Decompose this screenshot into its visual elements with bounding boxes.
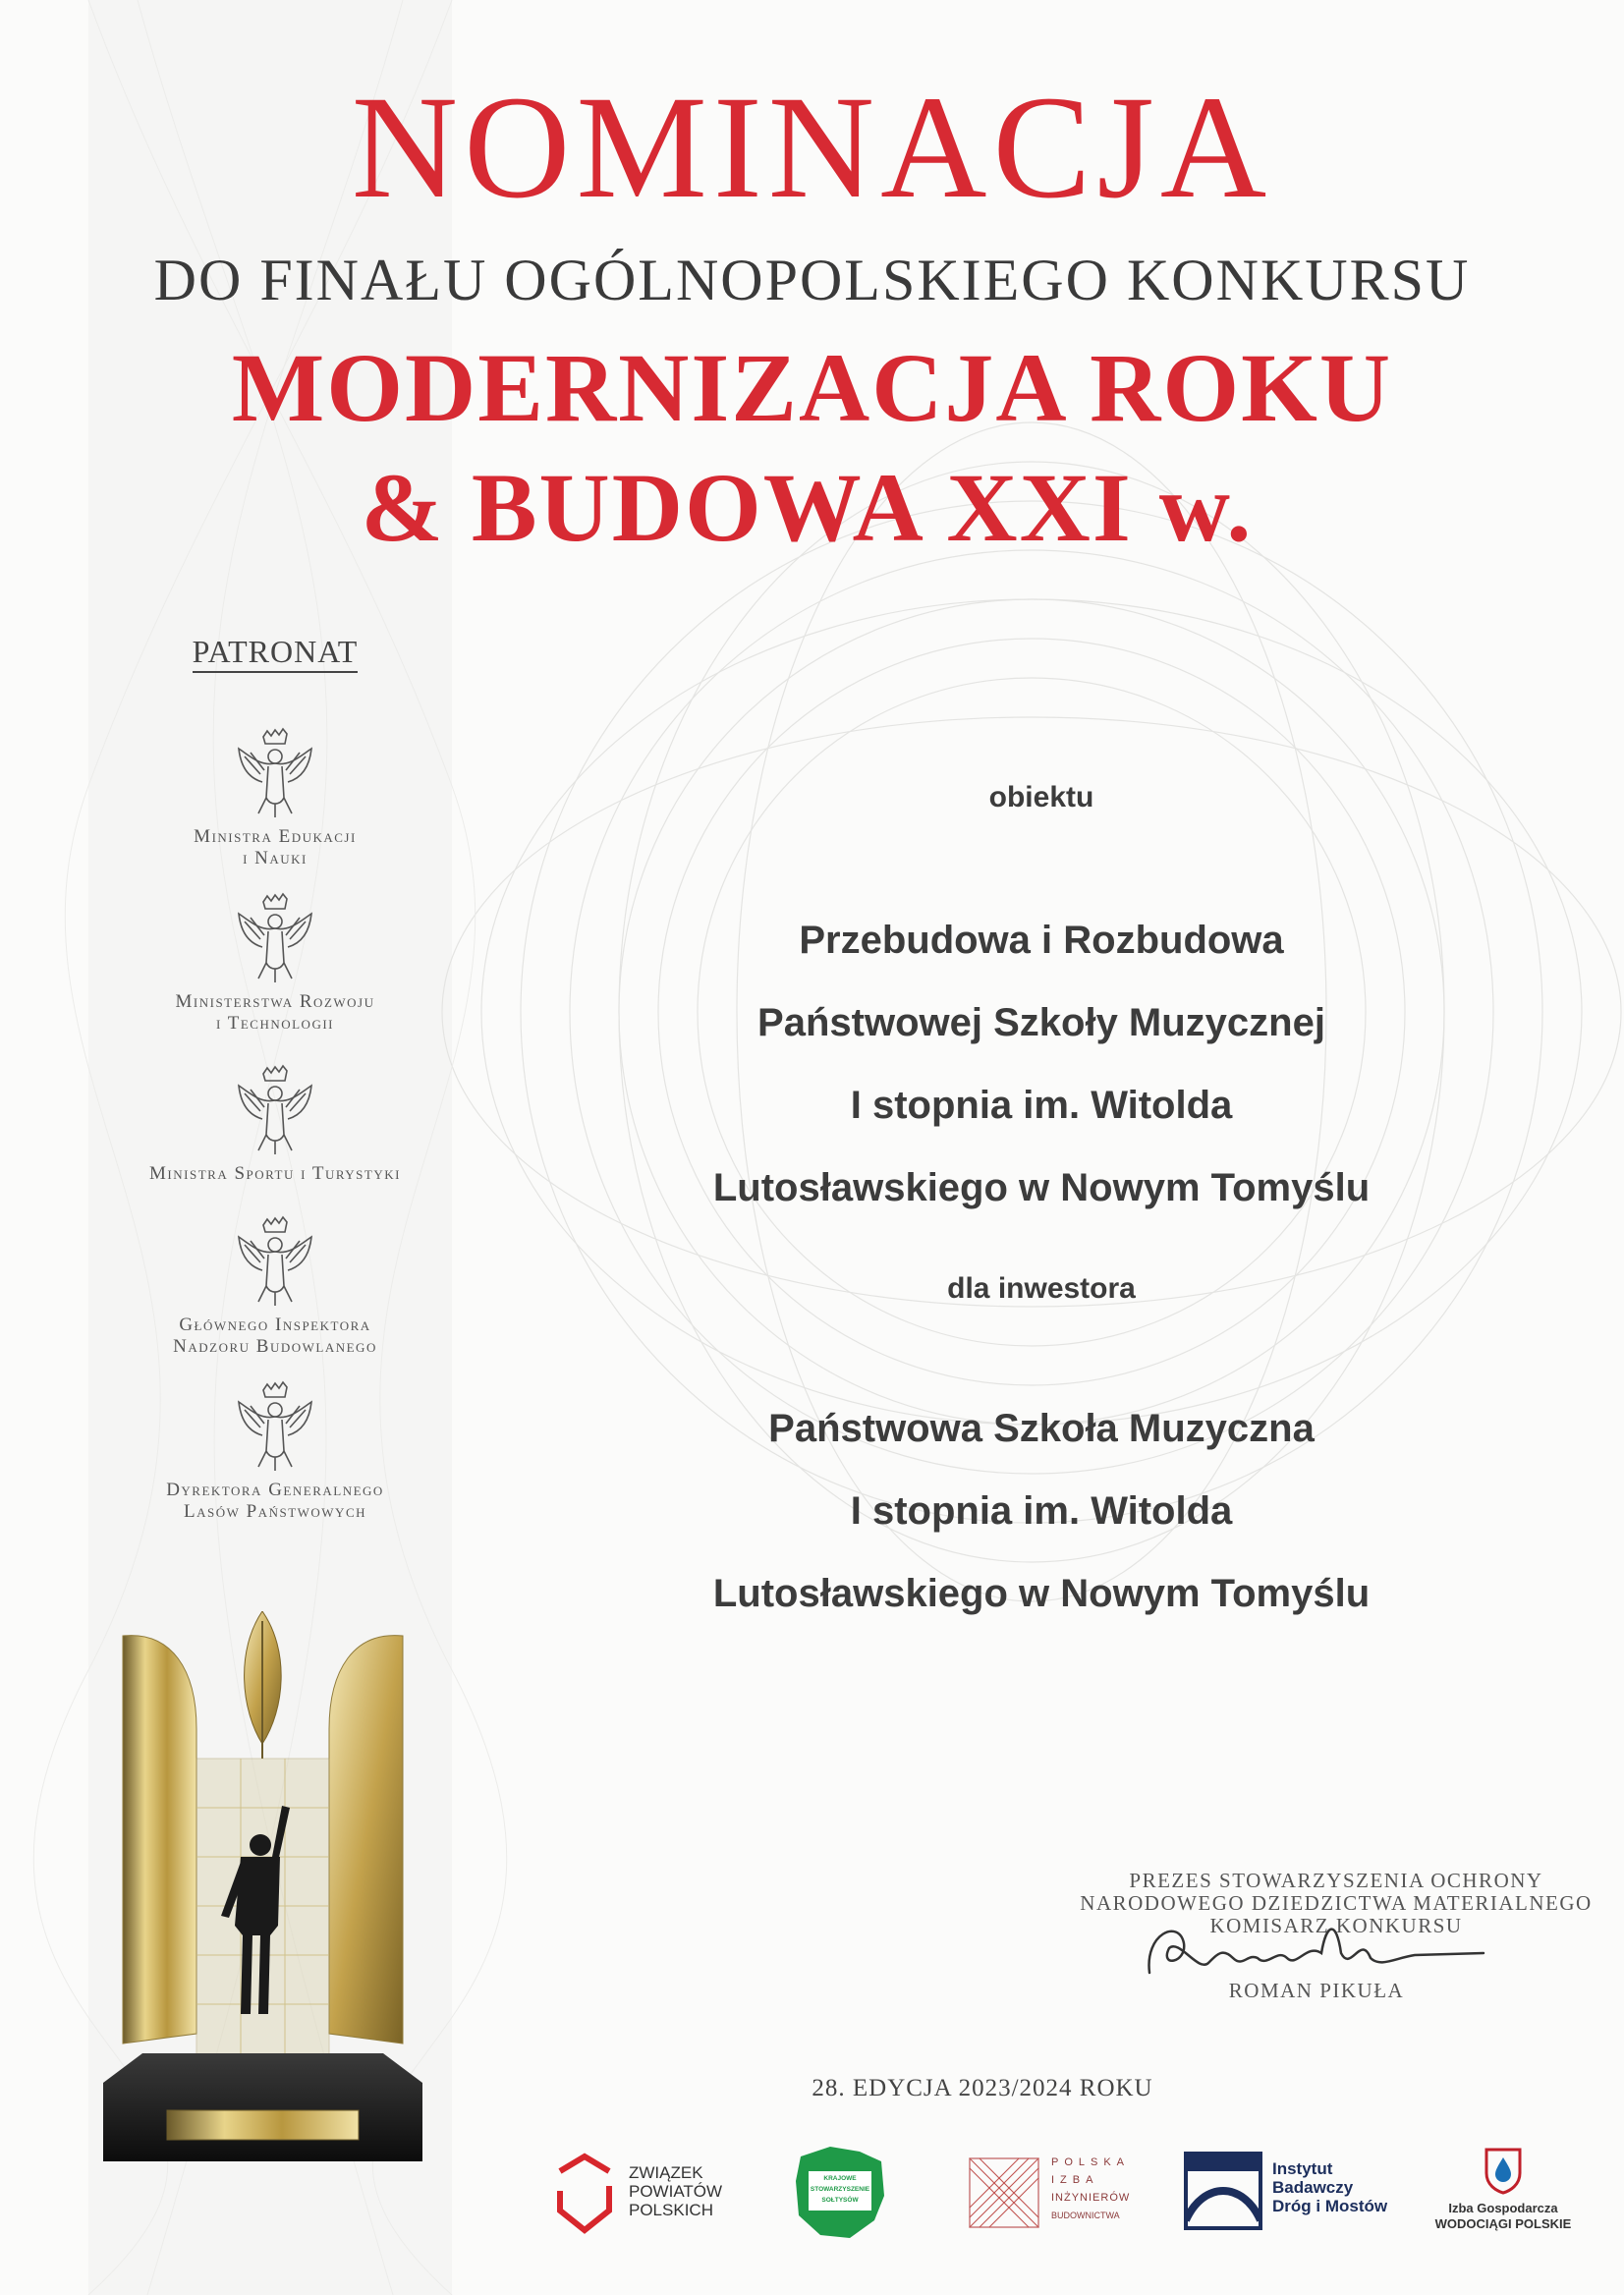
signatory-name: ROMAN PIKUŁA (1228, 1979, 1405, 2002)
patron-name-line1: Ministerstwa Rozwoju (175, 991, 375, 1012)
patron-name (123, 1315, 427, 1358)
contest-name-line2: & BUDOWA XXI w. (361, 453, 1254, 562)
signatory-title-line: PREZES STOWARZYSZENIA OCHRONY (1129, 1869, 1543, 1892)
polish-eagle-emblem-icon (231, 1064, 319, 1157)
patron-name-line1: Dyrektora Generalnego (166, 1480, 384, 1500)
contest-name-line1: MODERNIZACJA ROKU (231, 333, 1393, 442)
polish-eagle-emblem-icon (231, 1380, 319, 1474)
piib-logo-line: IZBA (1051, 2174, 1099, 2186)
patron-name (123, 991, 427, 1035)
zpp-logo-text (629, 2163, 722, 2219)
zpp-logo-line: ZWIĄZEK (629, 2163, 703, 2182)
patron-name (123, 1163, 427, 1185)
piib-logo (968, 2142, 1145, 2250)
object-name-line: Lutosławskiego w Nowym Tomyślu (712, 1166, 1371, 1209)
investor-name-line: Państwowa Szkoła Muzyczna (768, 1407, 1315, 1450)
piib-logo-line: INŻYNIERÓW (1051, 2192, 1131, 2204)
polish-eagle-emblem-icon (231, 727, 319, 820)
patron-name-line2: Nadzoru Budowlanego (173, 1336, 377, 1357)
patron-name-line2: i Nauki (243, 848, 308, 868)
igwp-logo (1425, 2142, 1582, 2250)
ibdim-logo-line: Instytut (1272, 2159, 1333, 2178)
kss-logo-text (809, 2173, 871, 2206)
contest-subtitle: DO FINAŁU OGÓLNOPOLSKIEGO KONKURSU (153, 248, 1471, 312)
igwp-logo-line: Izba Gospodarcza (1448, 2201, 1558, 2215)
patron-name-line2: Lasów Państwowych (183, 1501, 367, 1522)
signatory-title-line: NARODOWEGO DZIEDZICTWA MATERIALNEGO (1080, 1891, 1593, 1915)
patron-name (123, 826, 427, 869)
ibdim-bridge-emblem-icon (1184, 2152, 1262, 2230)
patron-item (123, 1215, 427, 1358)
piib-emblem-icon (968, 2156, 1041, 2230)
polish-eagle-emblem-icon (231, 892, 319, 985)
kss-logo-line: SOŁTYSÓW (821, 2197, 859, 2204)
ibdim-logo (1184, 2142, 1400, 2250)
patron-name-line1: Ministra Sportu i Turystyki (149, 1163, 401, 1184)
piib-logo-line: POLSKA (1051, 2156, 1131, 2168)
igwp-logo-text (1425, 2201, 1582, 2232)
igwp-logo-line: WODOCIĄGI POLSKIE (1434, 2216, 1572, 2231)
ibdim-logo-line: Dróg i Mostów (1272, 2197, 1388, 2215)
zpp-logo-line: POWIATÓW (629, 2182, 723, 2201)
patron-item (123, 892, 427, 1035)
patronat-label: PATRONAT (193, 634, 359, 673)
object-name-line: Państwowej Szkoły Muzycznej (757, 1001, 1325, 1044)
kss-logo-line: STOWARZYSZENIE (810, 2186, 870, 2193)
investor-name (589, 1387, 1493, 1635)
patron-name (123, 1480, 427, 1523)
certificate-title: NOMINACJA (351, 66, 1273, 229)
kss-logo (791, 2142, 889, 2250)
piib-logo-text (1051, 2154, 1130, 2224)
patron-name-line2: i Technologii (216, 1013, 334, 1034)
patron-item (123, 727, 427, 869)
edition-label: 28. EDYCJA 2023/2024 ROKU (812, 2075, 1153, 2101)
object-name-line: I stopnia im. Witolda (850, 1084, 1233, 1127)
zpp-logo (550, 2142, 737, 2250)
zpp-emblem-icon (550, 2152, 619, 2240)
patron-item (123, 1380, 427, 1523)
signatory-title-line: KOMISARZ KONKURSU (1209, 1914, 1463, 1937)
patronat-heading (138, 634, 413, 670)
investor-name-line: Lutosławskiego w Nowym Tomyślu (712, 1572, 1371, 1615)
patron-name-line1: Głównego Inspektora (179, 1315, 371, 1335)
object-name (589, 899, 1493, 1229)
ibdim-logo-line: Badawczy (1272, 2178, 1354, 2197)
investor-label: dla inwestora (947, 1272, 1136, 1305)
patron-item (123, 1064, 427, 1185)
kss-logo-line: KRAJOWE (823, 2175, 857, 2182)
object-label: obiektu (988, 781, 1094, 813)
object-name-line: Przebudowa i Rozbudowa (799, 919, 1284, 962)
polish-eagle-emblem-icon (231, 1215, 319, 1309)
investor-name-line: I stopnia im. Witolda (850, 1489, 1233, 1533)
zpp-logo-line: POLSKICH (629, 2201, 713, 2219)
trophy-statuette-image (103, 1611, 422, 2191)
patron-name-line1: Ministra Edukacji (194, 826, 357, 847)
ibdim-logo-text (1272, 2159, 1387, 2215)
piib-logo-line: BUDOWNICTWA (1051, 2211, 1120, 2220)
water-drop-emblem-icon (1481, 2144, 1526, 2195)
